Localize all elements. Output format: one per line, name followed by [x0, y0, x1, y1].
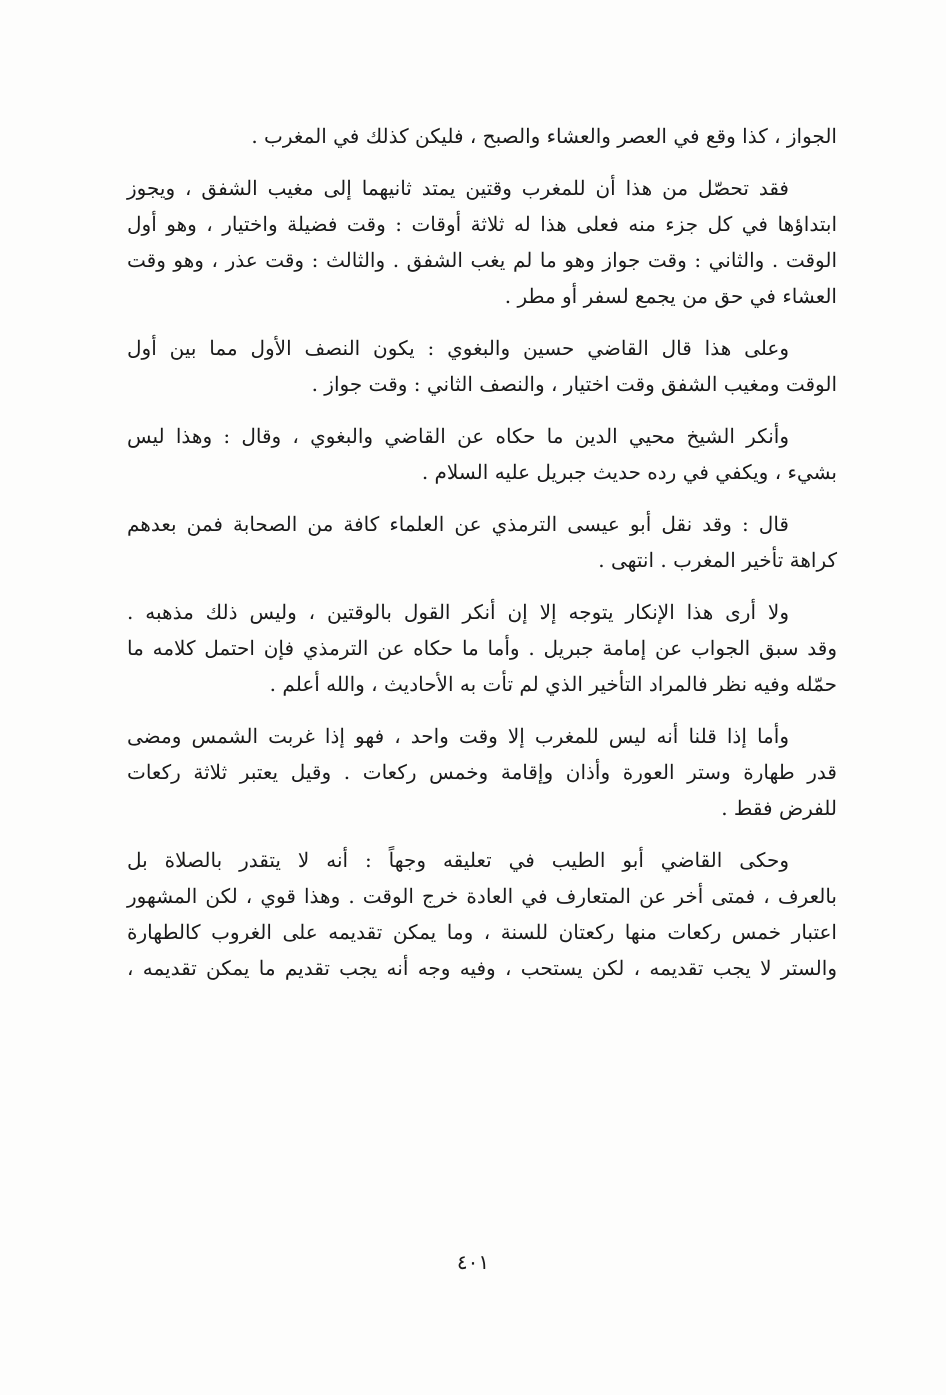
text-line: وأما إذا قلنا أنه ليس للمغرب إلا وقت واحد ، فهو إذا غربت الشمس ومضى [127, 724, 789, 748]
paragraph-3 [127, 330, 837, 402]
text-line: بشيء ، ويكفي في رده حديث جبريل عليه السلام . [421, 460, 837, 484]
paragraph-2 [127, 170, 837, 314]
text-line: قال : وقد نقل أبو عيسى الترمذي عن العلماء كافة من الصحابة فمن بعدهم [127, 512, 789, 536]
text-line: كراهة تأخير المغرب . انتهى . [598, 548, 837, 572]
text-line: قدر طهارة وستر العورة وأذان وإقامة وخمس ركعات . وقيل يعتبر ثلاثة ركعات [127, 760, 837, 784]
text-line: بالعرف ، فمتى أخر عن المتعارف في العادة خرج الوقت . وهذا قوي ، لكن المشهور [127, 884, 837, 908]
paragraph-4 [127, 418, 837, 490]
text-line: ابتداؤها في كل جزء منه فعلى هذا له ثلاثة أوقات : وقت فضيلة واختيار ، وهو أول [127, 212, 837, 236]
paragraph-6 [127, 594, 837, 702]
text-line: وحكى القاضي أبو الطيب في تعليقه وجهاً : أنه لا يتقدر بالصلاة بل [127, 848, 789, 872]
paragraph-7 [127, 718, 837, 826]
text-line: العشاء في حق من يجمع لسفر أو مطر . [504, 284, 837, 308]
text-line: ولا أرى هذا الإنكار يتوجه إلا إن أنكر القول بالوقتين ، وليس ذلك مذهبه . [127, 600, 789, 624]
text-line: اعتبار خمس ركعات منها ركعتان للسنة ، وما يمكن تقديمه على الغروب كالطهارة [127, 920, 837, 944]
text-line: الجواز ، كذا وقع في العصر والعشاء والصبح ، فليكن كذلك في المغرب . [251, 124, 837, 148]
paragraph-8 [127, 842, 837, 986]
paragraph-5 [127, 506, 837, 578]
body-text [127, 118, 837, 1002]
text-line: وقد سبق الجواب عن إمامة جبريل . وأما ما حكاه عن الترمذي فإن احتمل كلامه ما [127, 636, 837, 660]
paragraph-1 [127, 118, 837, 154]
page-number: ٤٠١ [456, 1250, 490, 1274]
text-line: والستر لا يجب تقديمه ، لكن يستحب ، وفيه وجه أنه يجب تقديم ما يمكن تقديمه ، [127, 956, 837, 980]
text-line: وعلى هذا قال القاضي حسين والبغوي : يكون النصف الأول مما بين أول [127, 336, 789, 360]
text-line: الوقت ومغيب الشفق وقت اختيار ، والنصف الثاني : وقت جواز . [311, 372, 837, 396]
text-line: حمّله وفيه نظر فالمراد التأخير الذي لم تأت به الأحاديث ، والله أعلم . [269, 672, 837, 696]
text-line: فقد تحصّل من هذا أن للمغرب وقتين يمتد ثانيهما إلى مغيب الشفق ، ويجوز [127, 176, 789, 200]
text-line: الوقت . والثاني : وقت جواز وهو ما لم يغب الشفق . والثالث : وقت عذر ، وهو وقت [127, 248, 837, 272]
text-line: وأنكر الشيخ محيي الدين ما حكاه عن القاضي والبغوي ، وقال : وهذا ليس [127, 424, 789, 448]
text-line: للفرض فقط . [721, 796, 837, 820]
